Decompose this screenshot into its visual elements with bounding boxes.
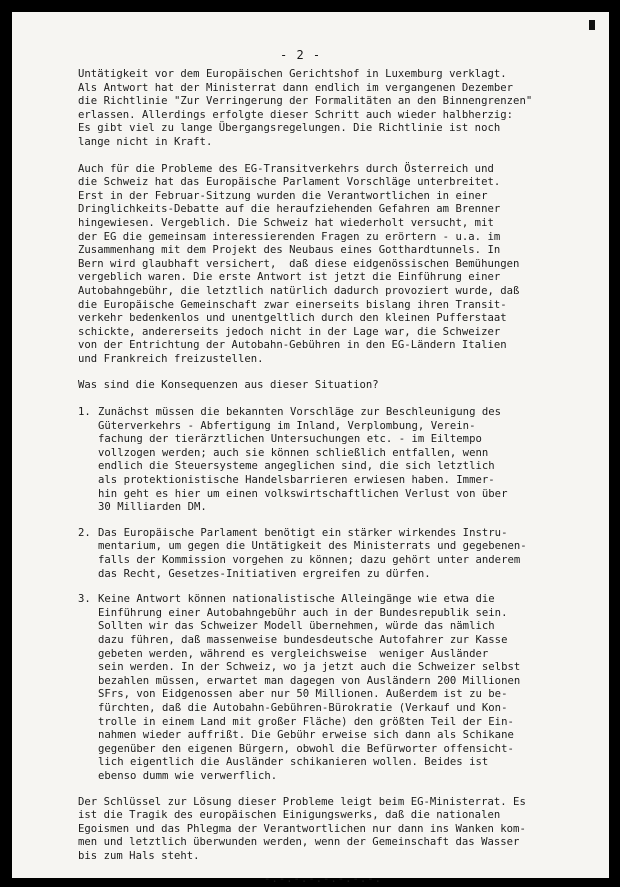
document-page bbox=[12, 12, 609, 886]
text-line: vergeblich waren. Die erste Antwort ist jetzt die Einführung einer bbox=[78, 271, 501, 284]
text-line: Einführung einer Autobahngebühr auch in der Bundesrepublik sein. bbox=[98, 606, 508, 619]
text-line: fürchten, daß die Autobahn-Gebühren-Bürokratie (Verkauf und Kon- bbox=[98, 701, 508, 714]
text-line: bis zum Hals steht. bbox=[78, 849, 200, 862]
text-line: mentarium, um gegen die Untätigkeit des Ministerrats und gegebenen- bbox=[98, 540, 527, 553]
text-line: Autobahngebühr, die letztlich natürlich dadurch provoziert wurde, daß bbox=[78, 284, 520, 297]
list-item-number: 1. bbox=[78, 406, 91, 419]
text-line: ebenso dumm wie verwerflich. bbox=[98, 769, 278, 782]
text-line: 30 Milliarden DM. bbox=[98, 501, 207, 514]
transit-paragraph bbox=[78, 163, 598, 367]
conclusion-paragraph bbox=[78, 796, 598, 864]
text-line: Zusammenhang mit dem Projekt des Neubaus eines Gotthardtunnels. In bbox=[78, 244, 501, 257]
text-line: Als Antwort hat der Ministerrat dann endlich im vergangenen Dezember bbox=[78, 81, 514, 94]
text-line: men und letztlich überwunden werden, wenn der Gemeinschaft das Wasser bbox=[78, 836, 520, 849]
text-line: schickte, andererseits jedoch nicht in der Lage war, die Schweizer bbox=[78, 325, 501, 338]
text-line: Untätigkeit vor dem Europäischen Gerichtshof in Luxemburg verklagt. bbox=[78, 68, 507, 80]
list-item-number: 3. bbox=[78, 593, 91, 606]
text-line: das Recht, Gesetzes-Initiativen ergreifen zu dürfen. bbox=[98, 567, 431, 580]
question-line: Was sind die Konsequenzen aus dieser Situation? bbox=[78, 379, 379, 392]
text-line: die Richtlinie "Zur Verringerung der Formalitäten an den Binnengrenzen" bbox=[78, 95, 533, 108]
text-line: SFrs, von Eidgenossen aber nur 50 Millionen. Außerdem ist zu be- bbox=[98, 688, 508, 701]
text-line: Erst in der Februar-Sitzung wurden die Verantwortlichen in einer bbox=[78, 189, 488, 202]
text-line: Güterverkehrs - Abfertigung im Inland, Verplombung, Verein- bbox=[98, 419, 476, 432]
text-line: erlassen. Allerdings erfolgte dieser Schritt auch wieder halbherzig: bbox=[78, 108, 514, 121]
list-item-2 bbox=[78, 527, 598, 581]
text-line: endlich die Steuersysteme angeglichen sind, die sich letztlich bbox=[98, 460, 495, 473]
text-line: verkehr bedenkenlos und unentgeltlich durch den kleinen Pufferstaat bbox=[78, 312, 507, 325]
text-line: lange nicht in Kraft. bbox=[78, 135, 213, 148]
text-line: Zunächst müssen die bekannten Vorschläge zur Beschleunigung des bbox=[98, 406, 502, 419]
text-line: hingewiesen. Vergeblich. Die Schweiz hat wiederholt versucht, mit bbox=[78, 216, 494, 229]
text-line: die Europäische Gemeinschaft zwar einerseits bislang ihren Transit- bbox=[78, 298, 507, 311]
text-line: die Schweiz hat das Europäische Parlament Vorschläge unterbreitet. bbox=[78, 176, 501, 189]
list-item-1 bbox=[78, 406, 598, 515]
page-number: - 2 - bbox=[280, 48, 322, 62]
text-line: als protektionistische Handelsbarrieren erwiesen haben. Immer- bbox=[98, 474, 495, 487]
text-line: bezahlen müssen, erwartet man dagegen von Ausländern 200 Millionen bbox=[98, 674, 521, 687]
text-line: ist die Tragik des europäischen Einigungswerks, daß die nationalen bbox=[78, 809, 501, 822]
text-line: falls der Kommission vorgehen zu können; dazu gehört unter anderem bbox=[98, 554, 521, 566]
intro-paragraph bbox=[78, 68, 598, 150]
list-item-body bbox=[98, 527, 598, 581]
text-line: Sollten wir das Schweizer Modell übernehmen, würde das nämlich bbox=[98, 620, 495, 633]
text-line: gegenüber den eigenen Bürgern, obwohl die Befürworter offensicht- bbox=[98, 742, 514, 755]
list-item-number: 2. bbox=[78, 526, 91, 539]
text-line: lich eigentlich die Ausländer schikanieren wollen. Beides ist bbox=[98, 756, 489, 769]
text-line: Dringlichkeits-Debatte auf die heraufziehenden Gefahren am Brenner bbox=[78, 203, 501, 216]
text-line: sein werden. In der Schweiz, wo ja jetzt auch die Schweizer selbst bbox=[98, 661, 521, 674]
list-item-3 bbox=[78, 593, 598, 783]
text-line: Der Schlüssel zur Lösung dieser Probleme leigt beim EG-Ministerrat. Es bbox=[78, 795, 526, 808]
question-paragraph bbox=[78, 379, 598, 393]
text-line: Das Europäische Parlament benötigt ein stärker wirkendes Instru- bbox=[98, 526, 508, 539]
text-line: dazu führen, daß massenweise bundesdeutsche Autofahrer zur Kasse bbox=[98, 633, 508, 646]
closing-divider: -.-.-.-.-.-.-.-. bbox=[264, 873, 383, 886]
text-line: trolle in einem Land mit großer Fläche) den größten Teil der Ein- bbox=[98, 715, 514, 728]
list-item-body bbox=[98, 593, 598, 783]
text-line: gebeten werden, während es vergleichsweise weniger Ausländer bbox=[98, 647, 489, 660]
text-line: fachung der tierärztlichen Untersuchungen etc. - im Eiltempo bbox=[98, 433, 482, 446]
text-line: Es gibt viel zu lange Übergangsregelungen. Die Richtlinie ist noch bbox=[78, 122, 501, 135]
text-line: Bern wird glaubhaft versichert, daß diese eidgenössischen Bemühungen bbox=[78, 257, 520, 270]
text-line: Keine Antwort können nationalistische Alleingänge wie etwa die bbox=[98, 593, 495, 606]
scan-corner-mark bbox=[589, 20, 595, 30]
text-line: hin geht es hier um einen volkswirtschaftlichen Verlust von über bbox=[98, 487, 508, 500]
text-line: Egoismen und das Phlegma der Verantwortlichen nur dann ins Wanken kom- bbox=[78, 822, 526, 835]
text-line: und Frankreich freizustellen. bbox=[78, 352, 264, 365]
text-line: der EG die gemeinsam interessierenden Fragen zu erörtern - u.a. im bbox=[78, 230, 501, 243]
text-line: Auch für die Probleme des EG-Transitverkehrs durch Österreich und bbox=[78, 162, 494, 175]
document-body bbox=[78, 68, 598, 887]
text-line: von der Entrichtung der Autobahn-Gebühren in den EG-Ländern Italien bbox=[78, 339, 507, 352]
text-line: vollzogen werden; auch sie können schließlich entfallen, wenn bbox=[98, 446, 489, 459]
text-line: nahmen wieder auffrißt. Die Gebühr erweise sich dann als Schikane bbox=[98, 729, 514, 742]
list-item-body bbox=[98, 406, 598, 515]
